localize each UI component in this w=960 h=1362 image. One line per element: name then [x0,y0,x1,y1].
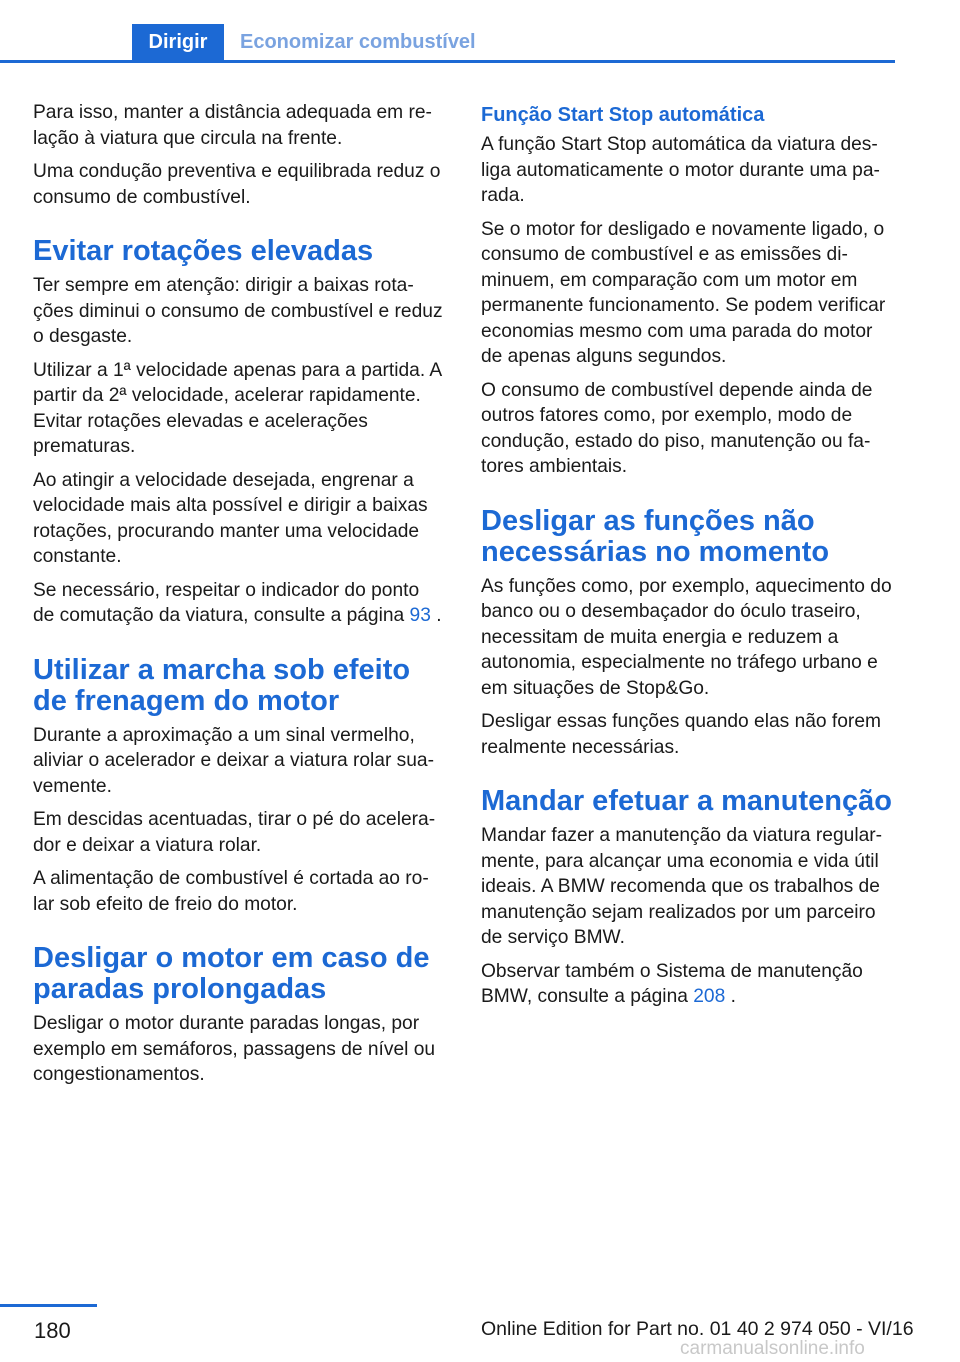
page-link-208[interactable]: 208 [693,986,726,1007]
paragraph: Em descidas acentuadas, tirar o pé do acelerador e deixar a viatura rolar. [33,809,436,856]
paragraph: Ter sempre em atenção: dirigir a baixas rotações diminui o consumo de combustível e reduz o desgaste. [33,275,443,347]
paragraph: Desligar o motor durante paradas longas, por exemplo em semáforos, passagens de nível ou congestionamentos. [33,1013,436,1085]
section-heading-evitar-rotacoes: Evitar rotações elevadas [33,235,374,267]
page-header [0,24,895,62]
paragraph: O consumo de combustível depende ainda de outros fatores como, por exemplo, modo de condução, estado do piso, manutenção ou fatores ambientais. [481,379,873,477]
paragraph-text: Observar também o Sistema de manutenção BMW, consulte a página [481,960,863,1007]
paragraph [481,959,895,1010]
section-heading-marcha-frenagem: Utilizar a marcha sob efeito de frenagem do motor [33,653,411,717]
edition-note: Online Edition for Part no. 01 40 2 974 050 - VI/16 [481,1318,914,1340]
paragraph [33,578,443,629]
paragraph: Mandar fazer a manutenção da viatura regularmente, para alcançar uma economia e vida útil ideais. A BMW recomenda que os trabalhos de manutenção sejam realizados por um parceiro de serviço BMW. [481,825,883,948]
paragraph: A função Start Stop automática da viatura desliga automaticamente o motor durante uma parada. [481,134,880,206]
paragraph-text: . [725,986,736,1007]
paragraph: Para isso, manter a distância adequada em relação à viatura que circula na frente. [33,102,432,149]
paragraph: Se o motor for desligado e novamente ligado, o consumo de combustível e as emissões diminuem, em comparação com um motor em permanente funcionamento. Se podem verificar economias mesmo com uma parada do motor de apenas alguns segundos. [481,218,886,367]
paragraph: Utilizar a 1ª velocidade apenas para a partida. A partir da 2ª velocidade, acelerar rapidamente. Evitar rotações elevadas e acelerações prematuras. [33,359,442,457]
paragraph: Desligar essas funções quando elas não forem realmente necessárias. [481,711,881,758]
paragraph: As funções como, por exemplo, aquecimento do banco ou o desembaçador do óculo traseiro, necessitam de muita energia e reduzem a autonomia, especialmente no tráfego urbano e em situações de Stop&Go. [481,575,892,699]
subsection-heading-start-stop: Função Start Stop automática [481,104,765,126]
section-heading-manutencao: Mandar efetuar a manutenção [481,785,892,817]
watermark: carmanualsonline.info [680,1338,865,1359]
paragraph-text: Se necessário, respeitar o indicador do ponto de comutação da viatura, consulte a página [33,579,420,626]
page-number: 180 [34,1318,71,1343]
paragraph: Uma condução preventiva e equilibrada reduz o consumo de combustível. [33,161,441,208]
header-spacer [0,24,132,60]
paragraph-text: . [430,605,442,626]
tab-dirigir[interactable]: Dirigir [132,24,224,60]
paragraph: Ao atingir a velocidade desejada, engrenar a velocidade mais alta possível e dirigir a baixas rotações, procurando manter uma velocidade constante. [33,469,428,567]
section-heading-desligar-funcoes: Desligar as funções não necessárias no momento [481,504,830,568]
section-heading-desligar-motor: Desligar o motor em caso de paradas prolongadas [33,942,430,1005]
right-column [481,100,895,1018]
paragraph: Durante a aproximação a um sinal vermelho, aliviar o acelerador e deixar a viatura rolar suavemente. [33,724,434,797]
paragraph: A alimentação de combustível é cortada ao rolar sob efeito de freio do motor. [33,868,429,915]
left-column [33,100,443,1096]
page-link-93[interactable]: 93 [409,605,431,626]
tab-economizar-combustivel[interactable]: Economizar combustível [240,30,476,53]
header-divider [0,60,895,63]
footer-accent-bar [0,1304,97,1307]
